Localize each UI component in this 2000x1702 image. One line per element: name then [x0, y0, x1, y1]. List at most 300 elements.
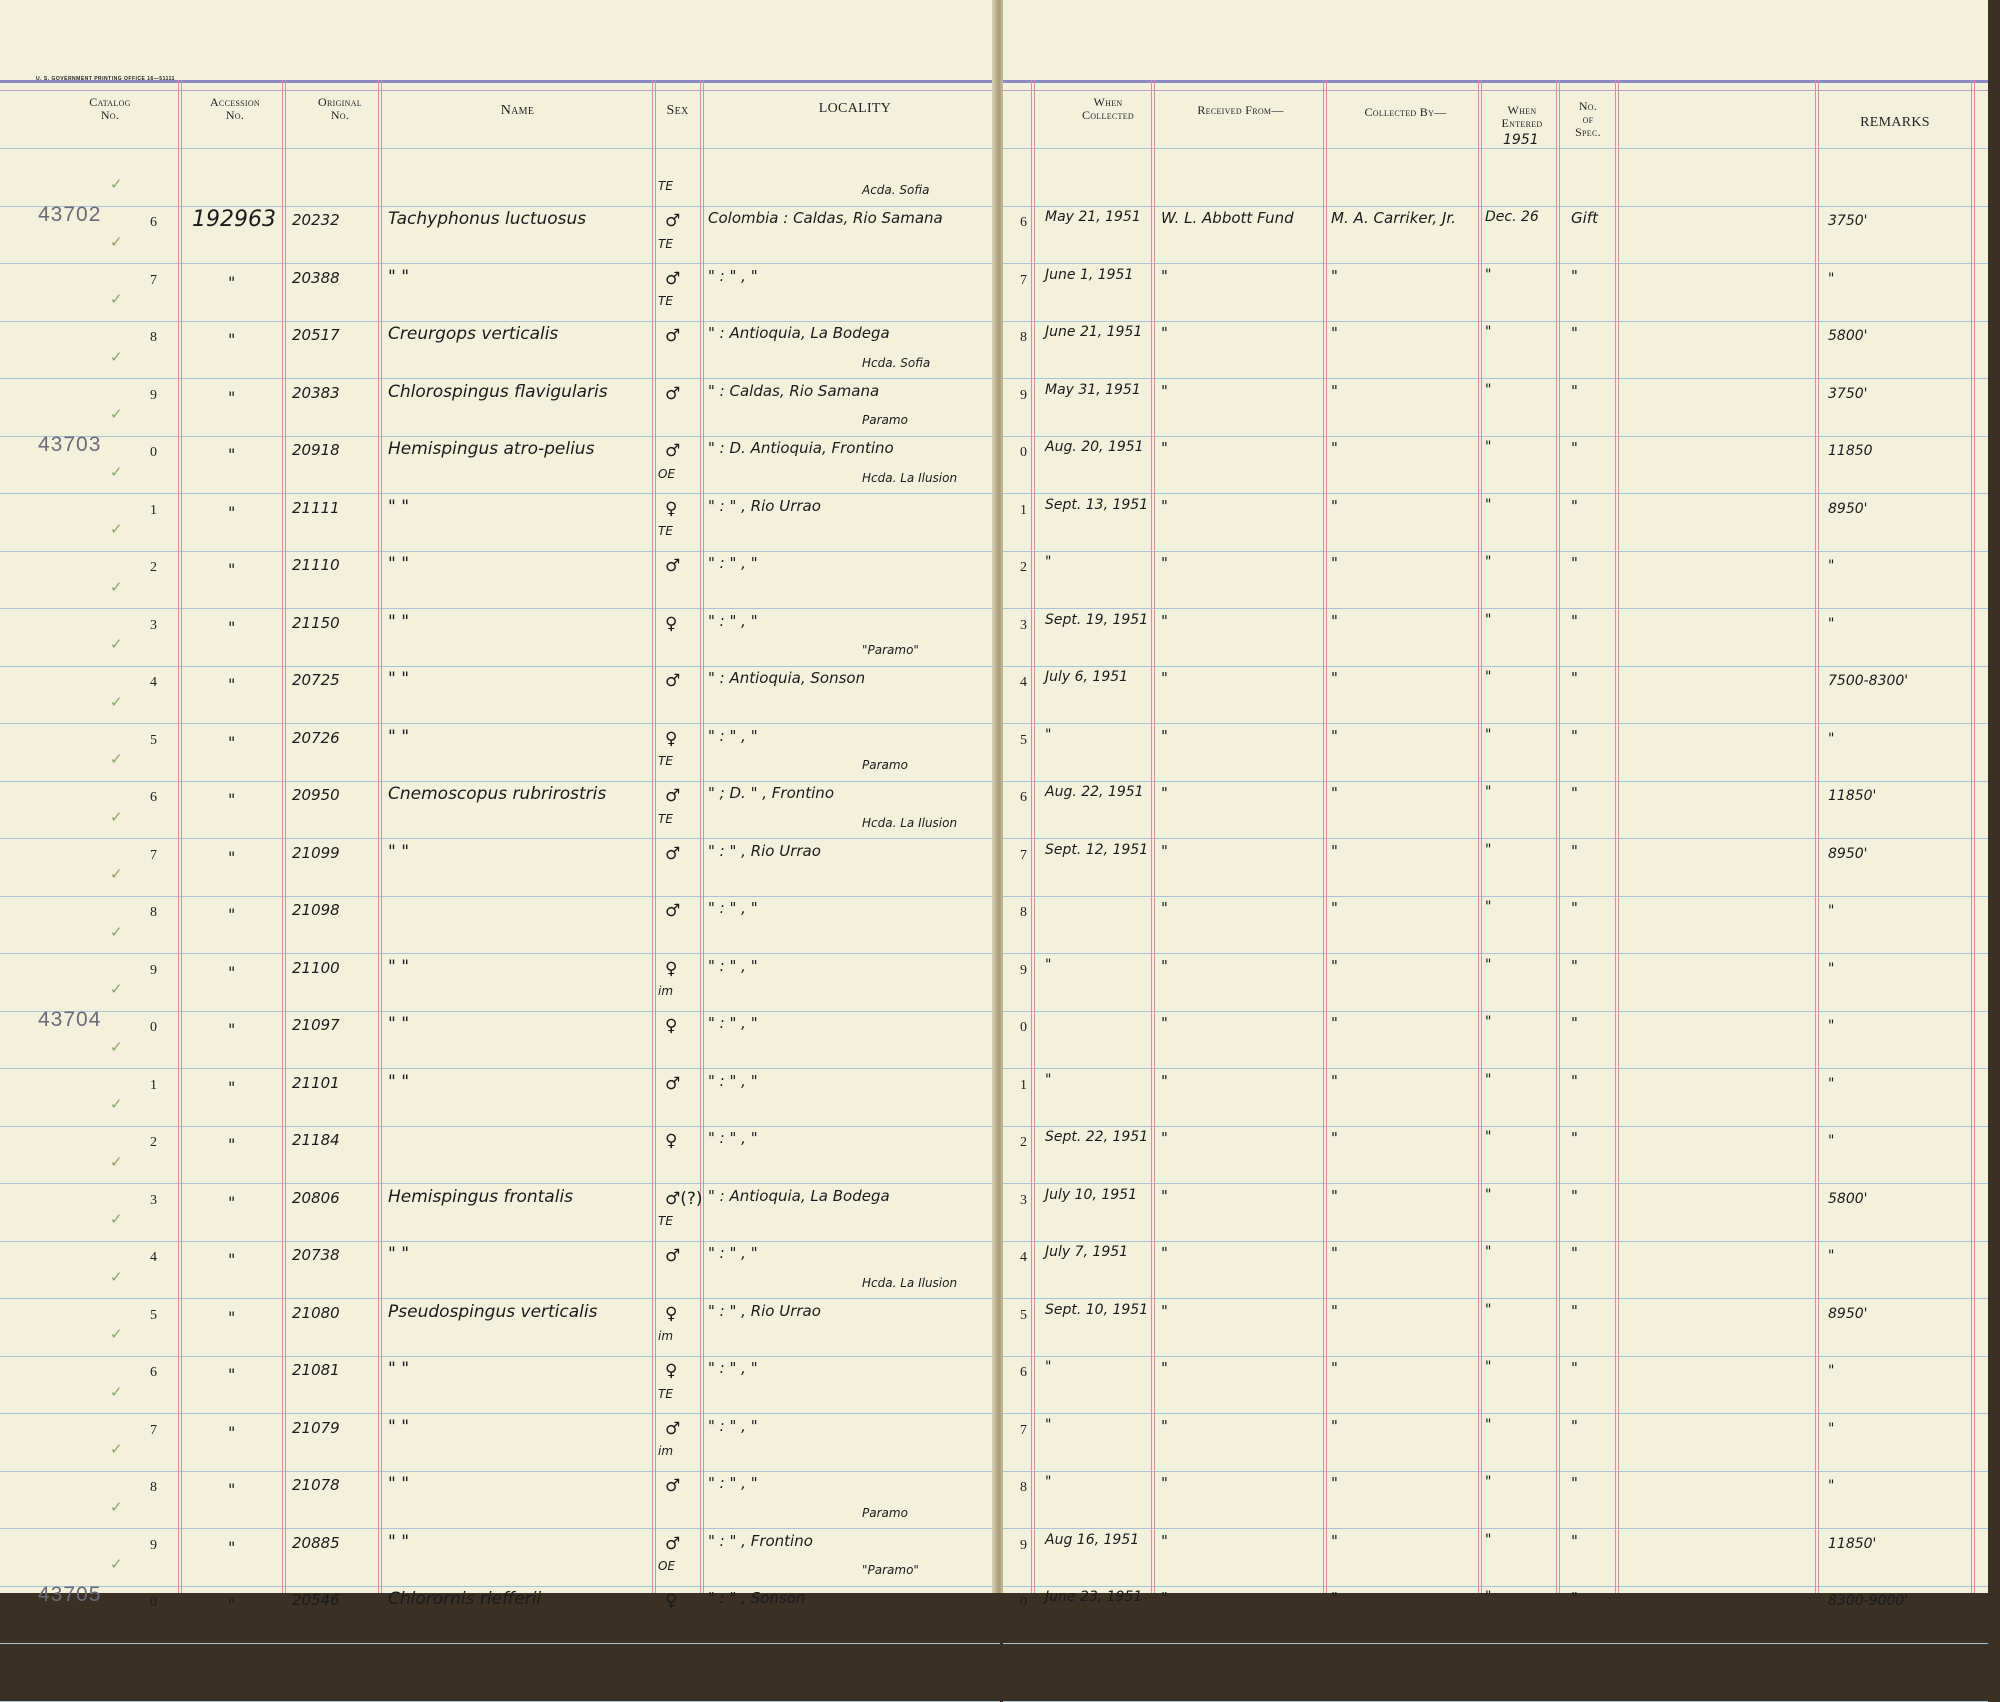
original-no: 20383	[292, 383, 340, 402]
check-mark: ✓	[110, 750, 123, 768]
locality: " : " , "	[708, 1416, 758, 1435]
when-entered: "	[1485, 496, 1492, 513]
sex-note: TE	[658, 811, 673, 826]
specimen-name: " "	[388, 1244, 410, 1264]
specimen-name: " "	[388, 1531, 410, 1552]
catalog-prefix: 43704	[38, 1008, 102, 1031]
day-digit: 5	[1020, 732, 1027, 748]
locality: " : " , Frontino	[708, 1531, 813, 1550]
day-digit: 9	[1020, 1537, 1027, 1553]
remarks: "	[1828, 270, 1835, 287]
no-of-spec: "	[1571, 669, 1578, 687]
locality: " : Antioquia, La Bodega	[708, 1186, 890, 1205]
when-entered: "	[1485, 1589, 1492, 1605]
check-mark: ✓	[110, 1440, 123, 1458]
remarks: 7500-8300'	[1828, 673, 1909, 689]
locality-detail: Hcda. Sofia	[862, 355, 931, 370]
locality: " : " , "	[708, 1359, 758, 1377]
specimen-name: Hemispingus frontalis	[388, 1186, 574, 1207]
accession-no: "	[228, 1307, 236, 1327]
locality: " : Antioquia, La Bodega	[708, 324, 890, 342]
locality-detail: "Paramo"	[862, 643, 919, 657]
collected-by: M. A. Carriker, Jr.	[1331, 209, 1456, 227]
specimen-name: Chlorornis riefferii	[388, 1589, 542, 1609]
catalog-digit: 7	[150, 1422, 157, 1438]
ruled-line	[0, 1643, 1000, 1644]
accession-no: "	[228, 387, 236, 407]
received-from: "	[1161, 1589, 1168, 1607]
accession-no: "	[228, 502, 236, 522]
collected-by: "	[1331, 784, 1338, 802]
header-catalog: Catalog No.	[89, 95, 131, 122]
header-when-entered: When Entered	[1501, 103, 1543, 130]
sex: ♂	[665, 1476, 681, 1496]
catalog-prefix: 43705	[38, 1583, 102, 1606]
accession-no: "	[228, 962, 236, 982]
sex: ♂(?)	[665, 1188, 703, 1209]
no-of-spec: "	[1571, 841, 1578, 860]
original-no: 21110	[292, 556, 340, 574]
when-entered: "	[1485, 669, 1492, 685]
collected-by: "	[1331, 496, 1338, 515]
when-entered: "	[1485, 1531, 1492, 1548]
collected-by: "	[1331, 899, 1338, 917]
day-digit: 0	[1020, 445, 1027, 460]
when-collected: Sept. 10, 1951	[1045, 1301, 1149, 1318]
received-from: "	[1161, 611, 1168, 630]
when-entered: "	[1485, 439, 1492, 455]
remarks: "	[1828, 1133, 1835, 1149]
remarks: 8950'	[1828, 1305, 1868, 1322]
original-no: 20725	[292, 671, 340, 689]
locality: " : Caldas, Rio Samana	[708, 381, 880, 400]
accession-no: "	[228, 560, 236, 579]
check-mark: ✓	[110, 1555, 123, 1573]
sex-note: im	[658, 984, 674, 998]
no-of-spec: "	[1571, 1186, 1578, 1205]
catalog-digit: 8	[150, 330, 157, 345]
ruled-line	[0, 1701, 1000, 1702]
catalog-digit: 5	[150, 732, 157, 748]
no-of-spec: "	[1571, 1416, 1578, 1435]
when-entered: "	[1485, 324, 1492, 340]
original-no: 21184	[292, 1131, 340, 1149]
when-entered: "	[1485, 1416, 1492, 1433]
original-no: 20726	[292, 728, 340, 747]
collected-by: "	[1331, 1129, 1338, 1147]
when-entered: "	[1485, 1014, 1492, 1030]
check-mark: ✓	[110, 1152, 123, 1171]
remarks: "	[1828, 730, 1835, 747]
sex: ♀	[665, 1361, 678, 1381]
catalog-digit: 0	[150, 1020, 157, 1035]
received-from: "	[1161, 726, 1168, 745]
no-of-spec: "	[1571, 1071, 1578, 1090]
no-of-spec: "	[1571, 956, 1578, 975]
catalog-prefix: 43703	[38, 433, 102, 456]
no-of-spec: "	[1571, 1474, 1578, 1492]
check-mark: ✓	[110, 1382, 123, 1401]
when-entered: Dec. 26	[1485, 209, 1539, 225]
ruled-line	[0, 436, 1000, 437]
remarks: "	[1828, 1420, 1835, 1437]
catalog-digit: 7	[150, 272, 157, 288]
day-digit: 6	[1020, 1365, 1027, 1380]
catalog-digit: 3	[150, 1192, 157, 1208]
sex: ♂	[665, 556, 681, 576]
specimen-name: " "	[388, 669, 410, 689]
locality: " : D. Antioquia, Frontino	[708, 439, 894, 457]
ruled-line	[0, 493, 1000, 494]
ruled-line	[0, 321, 1000, 322]
check-mark: ✓	[110, 980, 123, 998]
day-digit: 6	[1020, 215, 1027, 230]
accession-no: "	[228, 1365, 236, 1384]
no-of-spec: Gift	[1571, 209, 1598, 227]
catalog-digit: 9	[150, 1537, 157, 1553]
no-of-spec: "	[1571, 496, 1578, 515]
when-collected: "	[1045, 554, 1052, 570]
day-digit: 8	[1020, 330, 1027, 345]
day-digit: 7	[1020, 847, 1027, 863]
catalog-digit: 4	[150, 1250, 157, 1265]
accession-no: "	[228, 1480, 236, 1499]
day-digit: 4	[1020, 675, 1027, 690]
when-entered: "	[1485, 1129, 1492, 1145]
original-no: 21078	[292, 1476, 340, 1494]
locality: " : " , "	[708, 956, 758, 975]
locality-detail: Acda. Sofia	[862, 183, 930, 197]
right-page	[1003, 0, 1988, 1610]
remarks: "	[1828, 1075, 1835, 1092]
locality: " : " , "	[708, 1014, 758, 1032]
catalog-digit: 5	[150, 1307, 157, 1323]
accession-no: "	[228, 330, 236, 349]
day-digit: 4	[1020, 1250, 1027, 1265]
ruled-line	[1003, 1701, 1988, 1702]
header-collected-by: Collected By—	[1364, 105, 1447, 119]
received-from: "	[1161, 899, 1168, 917]
received-from: W. L. Abbott Fund	[1161, 209, 1294, 227]
specimen-name: " "	[388, 611, 410, 632]
original-no: 21081	[292, 1361, 340, 1379]
catalog-digit: 6	[150, 1365, 157, 1380]
locality-detail: Hcda. La Ilusion	[862, 470, 958, 485]
accession-no: "	[228, 1192, 236, 1212]
remarks: 11850'	[1828, 1535, 1877, 1552]
sex: ♀	[665, 1016, 678, 1036]
sex: ♀	[665, 958, 678, 979]
sex: ♂	[665, 211, 681, 231]
header-no-of-spec: No. of Spec.	[1575, 99, 1601, 139]
received-from: "	[1161, 1244, 1168, 1262]
when-collected: Sept. 13, 1951	[1045, 496, 1149, 513]
ruled-line	[0, 1298, 1000, 1299]
day-digit: 3	[1020, 1192, 1027, 1208]
locality: " : " , "	[708, 266, 758, 285]
sex-note: TE	[658, 294, 673, 308]
ruled-line	[0, 608, 1000, 609]
received-from: "	[1161, 496, 1168, 515]
sex: ♂	[665, 1533, 681, 1554]
locality: " : " , Rio Urrao	[708, 841, 821, 860]
specimen-name: " "	[388, 1071, 410, 1092]
collected-by: "	[1331, 1014, 1338, 1032]
when-entered: "	[1485, 956, 1492, 973]
no-of-spec: "	[1571, 1301, 1578, 1320]
specimen-name: Cnemoscopus rubrirostris	[388, 784, 607, 804]
ruled-line	[0, 723, 1000, 724]
sex: ♀	[665, 613, 678, 634]
check-mark: ✓	[110, 922, 123, 941]
remarks: 5800'	[1828, 328, 1868, 344]
no-of-spec: "	[1571, 899, 1578, 917]
check-mark: ✓	[110, 520, 123, 538]
when-collected: "	[1045, 1071, 1052, 1088]
specimen-name: " "	[388, 1014, 410, 1034]
day-digit: 2	[1020, 560, 1027, 575]
sex-note: im	[658, 1444, 674, 1458]
header-name: Name	[500, 103, 535, 118]
when-entered: "	[1485, 1474, 1492, 1490]
catalog-digit: 1	[150, 502, 157, 518]
check-mark: ✓	[110, 1210, 123, 1228]
received-from: "	[1161, 1071, 1168, 1090]
accession-no: "	[228, 1537, 236, 1557]
header-accession: Accession No.	[209, 95, 261, 122]
catalog-digit: 7	[150, 847, 157, 863]
sex: ♀	[665, 728, 678, 749]
when-entered: "	[1485, 381, 1492, 398]
remarks: 5800'	[1828, 1190, 1868, 1207]
check-mark: ✓	[110, 347, 123, 366]
original-no: 20546	[292, 1591, 340, 1609]
when-collected: "	[1045, 956, 1052, 973]
original-no: 21098	[292, 901, 340, 919]
original-no: 20885	[292, 1533, 340, 1552]
remarks: 8300-9000'	[1828, 1593, 1909, 1609]
day-digit: 2	[1020, 1135, 1027, 1150]
ruled-line	[0, 1183, 1000, 1184]
remarks: 3750'	[1828, 385, 1868, 402]
ruled-line	[1003, 1643, 1988, 1644]
ruled-line	[0, 206, 1000, 207]
collected-by: "	[1331, 956, 1338, 975]
catalog-digit: 2	[150, 1135, 157, 1150]
accession-no: "	[228, 905, 236, 924]
ruled-line	[0, 148, 1000, 149]
collected-by: "	[1331, 841, 1338, 860]
check-mark: ✓	[110, 635, 123, 653]
ruled-line	[0, 953, 1000, 954]
check-mark: ✓	[110, 1497, 123, 1516]
day-digit: 1	[1020, 502, 1027, 518]
remarks: "	[1828, 558, 1835, 574]
sex-note: TE	[658, 524, 673, 538]
specimen-name: " "	[388, 841, 410, 862]
accession-no: "	[228, 1020, 236, 1039]
sex-note: TE	[658, 179, 673, 193]
sex: ♀	[665, 1591, 678, 1611]
received-from: "	[1161, 1416, 1168, 1435]
day-digit: 5	[1020, 1307, 1027, 1323]
when-collected: "	[1045, 1416, 1052, 1433]
ruled-line	[0, 896, 1000, 897]
when-collected: May 31, 1951	[1045, 381, 1141, 398]
check-mark: ✓	[110, 1325, 123, 1343]
locality: " : " , "	[708, 1129, 758, 1147]
accession-no: "	[228, 732, 236, 752]
collected-by: "	[1331, 1531, 1338, 1550]
when-collected: Sept. 12, 1951	[1045, 841, 1149, 858]
accession-no: "	[228, 1077, 236, 1097]
day-digit: 7	[1020, 1422, 1027, 1438]
locality: " : " , "	[708, 1071, 758, 1090]
specimen-name: Chlorospingus flavigularis	[388, 381, 608, 402]
ruled-line	[0, 1528, 1000, 1529]
received-from: "	[1161, 669, 1168, 687]
catalog-digit: 6	[150, 790, 157, 805]
check-mark: ✓	[110, 865, 123, 883]
when-collected: "	[1045, 1474, 1052, 1490]
original-no: 21101	[292, 1073, 340, 1092]
catalog-digit: 8	[150, 905, 157, 920]
when-entered: "	[1485, 1244, 1492, 1260]
accession-no: "	[228, 847, 236, 867]
original-no: 20806	[292, 1188, 340, 1207]
day-digit: 8	[1020, 905, 1027, 920]
when-collected: Aug. 20, 1951	[1045, 439, 1144, 455]
sex: ♂	[665, 1073, 681, 1094]
day-digit: 8	[1020, 1480, 1027, 1495]
ruled-line	[0, 551, 1000, 552]
accession-no: "	[228, 1595, 236, 1614]
remarks: 11850	[1828, 443, 1873, 459]
no-of-spec: "	[1571, 726, 1578, 745]
original-no: 21150	[292, 613, 340, 632]
no-of-spec: "	[1571, 1589, 1578, 1607]
when-collected: June 21, 1951	[1045, 324, 1143, 340]
received-from: "	[1161, 381, 1168, 400]
locality: " : " , "	[708, 554, 758, 572]
remarks: "	[1828, 960, 1835, 977]
received-from: "	[1161, 324, 1168, 342]
when-entered: "	[1485, 784, 1492, 800]
sex: ♂	[665, 441, 681, 461]
locality: " : " , "	[708, 611, 758, 630]
catalog-digit: 4	[150, 675, 157, 690]
no-of-spec: "	[1571, 439, 1578, 457]
sex: ♂	[665, 383, 681, 404]
check-mark: ✓	[110, 577, 123, 596]
specimen-name: " "	[388, 266, 410, 287]
when-collected: July 6, 1951	[1045, 669, 1129, 685]
sex-note: OE	[658, 466, 676, 481]
catalog-digit: 2	[150, 560, 157, 575]
accession-no: "	[228, 272, 236, 292]
received-from: "	[1161, 1359, 1168, 1377]
received-from: "	[1161, 1129, 1168, 1147]
original-no: 20388	[292, 268, 340, 287]
original-no: 20738	[292, 1246, 340, 1264]
when-entered: "	[1485, 899, 1492, 915]
no-of-spec: "	[1571, 324, 1578, 342]
check-mark: ✓	[110, 1095, 123, 1113]
received-from: "	[1161, 266, 1168, 285]
catalog-digit: 6	[150, 215, 157, 230]
original-no: 21079	[292, 1418, 340, 1437]
collected-by: "	[1331, 324, 1338, 342]
ruled-line	[0, 781, 1000, 782]
received-from: "	[1161, 784, 1168, 802]
accession-no: 192963	[192, 207, 276, 232]
collected-by: "	[1331, 554, 1338, 572]
ruled-line	[0, 378, 1000, 379]
received-from: "	[1161, 439, 1168, 457]
when-collected: July 10, 1951	[1045, 1186, 1137, 1203]
specimen-name: " "	[388, 956, 410, 977]
when-entered: "	[1485, 726, 1492, 743]
locality-detail: Hcda. La Ilusion	[862, 1275, 958, 1290]
day-digit: 1	[1020, 1077, 1027, 1093]
collected-by: "	[1331, 1359, 1338, 1377]
accession-no: "	[228, 445, 236, 464]
when-collected: May 21, 1951	[1045, 209, 1141, 225]
sex-note: TE	[658, 754, 673, 768]
when-entered: "	[1485, 1301, 1492, 1318]
collected-by: "	[1331, 439, 1338, 457]
collected-by: "	[1331, 611, 1338, 630]
when-collected: Aug 16, 1951	[1045, 1531, 1140, 1548]
remarks: 8950'	[1828, 500, 1868, 517]
ruled-line	[0, 1126, 1000, 1127]
received-from: "	[1161, 956, 1168, 975]
sex: ♂	[665, 1246, 681, 1266]
printer-line: U. S. GOVERNMENT PRINTING OFFICE 16—51111	[36, 76, 175, 82]
catalog-digit: 3	[150, 617, 157, 633]
locality: " : " , "	[708, 899, 758, 917]
check-mark: ✓	[110, 807, 123, 826]
when-collected: "	[1045, 726, 1052, 743]
specimen-name: Pseudospingus verticalis	[388, 1301, 598, 1322]
ruled-line	[0, 263, 1000, 264]
day-digit: 9	[1020, 387, 1027, 403]
original-no: 21099	[292, 843, 340, 862]
accession-no: "	[228, 675, 236, 694]
locality: " : " , "	[708, 726, 758, 745]
specimen-name: Hemispingus atro-pelius	[388, 439, 595, 459]
accession-no: "	[228, 790, 236, 809]
no-of-spec: "	[1571, 1244, 1578, 1262]
original-no: 20918	[292, 441, 340, 459]
when-collected: July 7, 1951	[1045, 1244, 1129, 1260]
specimen-name: " "	[388, 1416, 410, 1437]
no-of-spec: "	[1571, 1014, 1578, 1032]
specimen-name: " "	[388, 1359, 410, 1379]
day-digit: 0	[1020, 1595, 1027, 1610]
when-collected: June 1, 1951	[1045, 266, 1134, 283]
sex: ♂	[665, 671, 681, 691]
locality: " : " , Sonson	[708, 1589, 806, 1607]
collected-by: "	[1331, 1186, 1338, 1205]
received-from: "	[1161, 554, 1168, 572]
when-entered: "	[1485, 266, 1492, 283]
collected-by: "	[1331, 266, 1338, 285]
sex: ♂	[665, 268, 681, 289]
when-entered: "	[1485, 1359, 1492, 1375]
ruled-line	[0, 838, 1000, 839]
header-original: Original No.	[318, 95, 362, 122]
